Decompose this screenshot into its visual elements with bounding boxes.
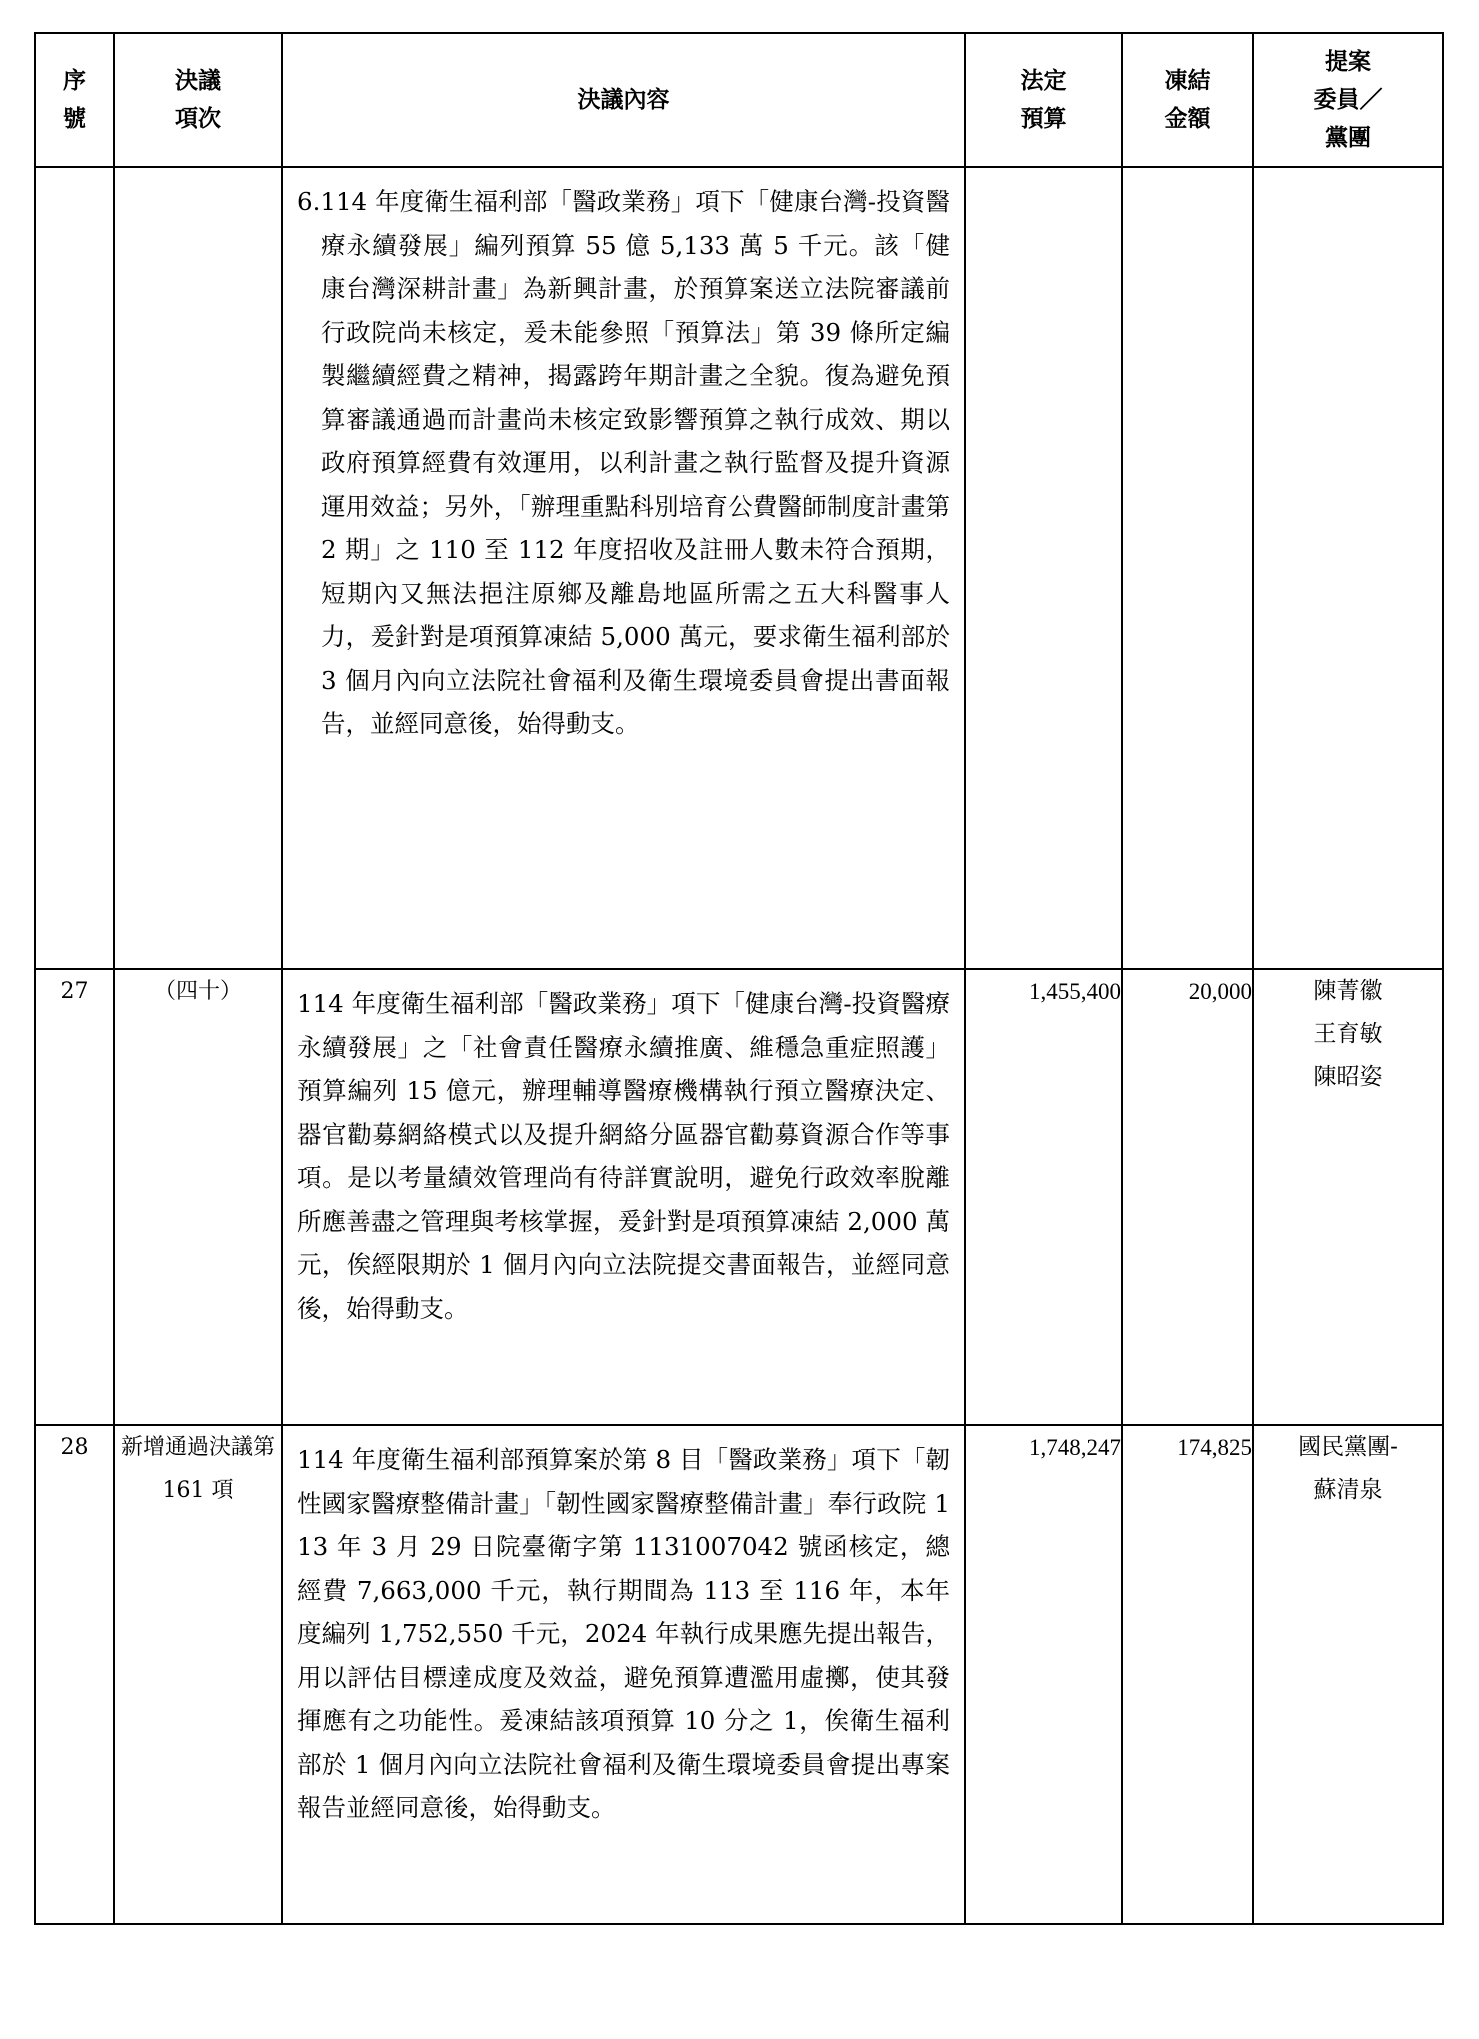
row-budget: 1,455,400 xyxy=(965,969,1122,1425)
resolution-table xyxy=(34,32,1444,1925)
header-seq: 序 號 xyxy=(35,33,114,167)
row-seq: 28 xyxy=(35,1425,114,1924)
header-proposer: 提案 委員／ 黨團 xyxy=(1253,33,1443,167)
row-proposer: 陳菁徽 王育敏 陳昭姿 xyxy=(1253,969,1443,1425)
header-budget: 法定 預算 xyxy=(965,33,1122,167)
row-content: 6.114 年度衛生福利部「醫政業務」項下「健康台灣-投資醫療永續發展」編列預算 55 億 5,133 萬 5 千元。該「健康台灣深耕計畫」為新興計畫，於預算案送立法院審議前行政院尚未核定，爰未能參照「預算法」第 39 條所定編製繼續經費之精神，揭露跨年期計畫之全貌。復為避免預算審議通過而計畫尚未核定致影響預算之執行成效、期以政府預算經費有效運用，以利計畫之執行監督及提升資源運用效益；另外，「辦理重點科別培育公費醫師制度計畫第 2 期」之 110 至 112 年度招收及註冊人數未符合預期，短期內又無法挹注原鄉及離島地區所需之五大科醫事人力，爰針對是項預算凍結 5,000 萬元，要求衛生福利部於 3 個月內向立法院社會福利及衛生環境委員會提出書面報告，並經同意後，始得動支。 xyxy=(297,187,950,738)
row-frozen: 20,000 xyxy=(1122,969,1253,1425)
header-content: 決議內容 xyxy=(282,33,965,167)
row-proposer: 國民黨團- 蘇清泉 xyxy=(1253,1425,1443,1924)
row-item: （四十） xyxy=(114,969,282,1425)
row-content-cell xyxy=(282,167,965,969)
row-frozen: 174,825 xyxy=(1122,1425,1253,1924)
row-content: 114 年度衛生福利部預算案於第 8 目「醫政業務」項下「韌性國家醫療整備計畫」「韌性國家醫療整備計畫」奉行政院 113 年 3 月 29 日院臺衛字第 1131007042 號函核定，總經費 7,663,000 千元，執行期間為 113 至 116 年，本年度編列 1,752,550 千元，2024 年執行成果應先提出報告，用以評估目標達成度及效益，避免預算遭濫用虛擲，使其發揮應有之功能性。爰凍結該項預算 10 分之 1，俟衛生福利部於 1 個月內向立法院社會福利及衛生環境委員會提出專案報告並經同意後，始得動支。 xyxy=(297,1445,950,1822)
table-header-row xyxy=(35,33,1443,167)
row-content: 114 年度衛生福利部「醫政業務」項下「健康台灣-投資醫療永續發展」之「社會責任醫療永續推廣、維穩急重症照護」預算編列 15 億元，辦理輔導醫療機構執行預立醫療決定、器官勸募網絡模式以及提升網絡分區器官勸募資源合作等事項。是以考量績效管理尚有待詳實說明，避免行政效率脫離所應善盡之管理與考核掌握，爰針對是項預算凍結 2,000 萬元，俟經限期於 1 個月內向立法院提交書面報告，並經同意後，始得動支。 xyxy=(297,989,950,1323)
row-seq xyxy=(35,167,114,969)
row-content-cell xyxy=(282,969,965,1425)
row-frozen xyxy=(1122,167,1253,969)
row-seq: 27 xyxy=(35,969,114,1425)
row-proposer xyxy=(1253,167,1443,969)
row-item xyxy=(114,167,282,969)
table-row xyxy=(35,1425,1443,1924)
row-budget: 1,748,247 xyxy=(965,1425,1122,1924)
row-content-cell xyxy=(282,1425,965,1924)
header-frozen: 凍結 金額 xyxy=(1122,33,1253,167)
header-item: 決議 項次 xyxy=(114,33,282,167)
table-row xyxy=(35,167,1443,969)
row-budget xyxy=(965,167,1122,969)
table-row xyxy=(35,969,1443,1425)
row-item: 新增通過決議第 161 項 xyxy=(114,1425,282,1924)
